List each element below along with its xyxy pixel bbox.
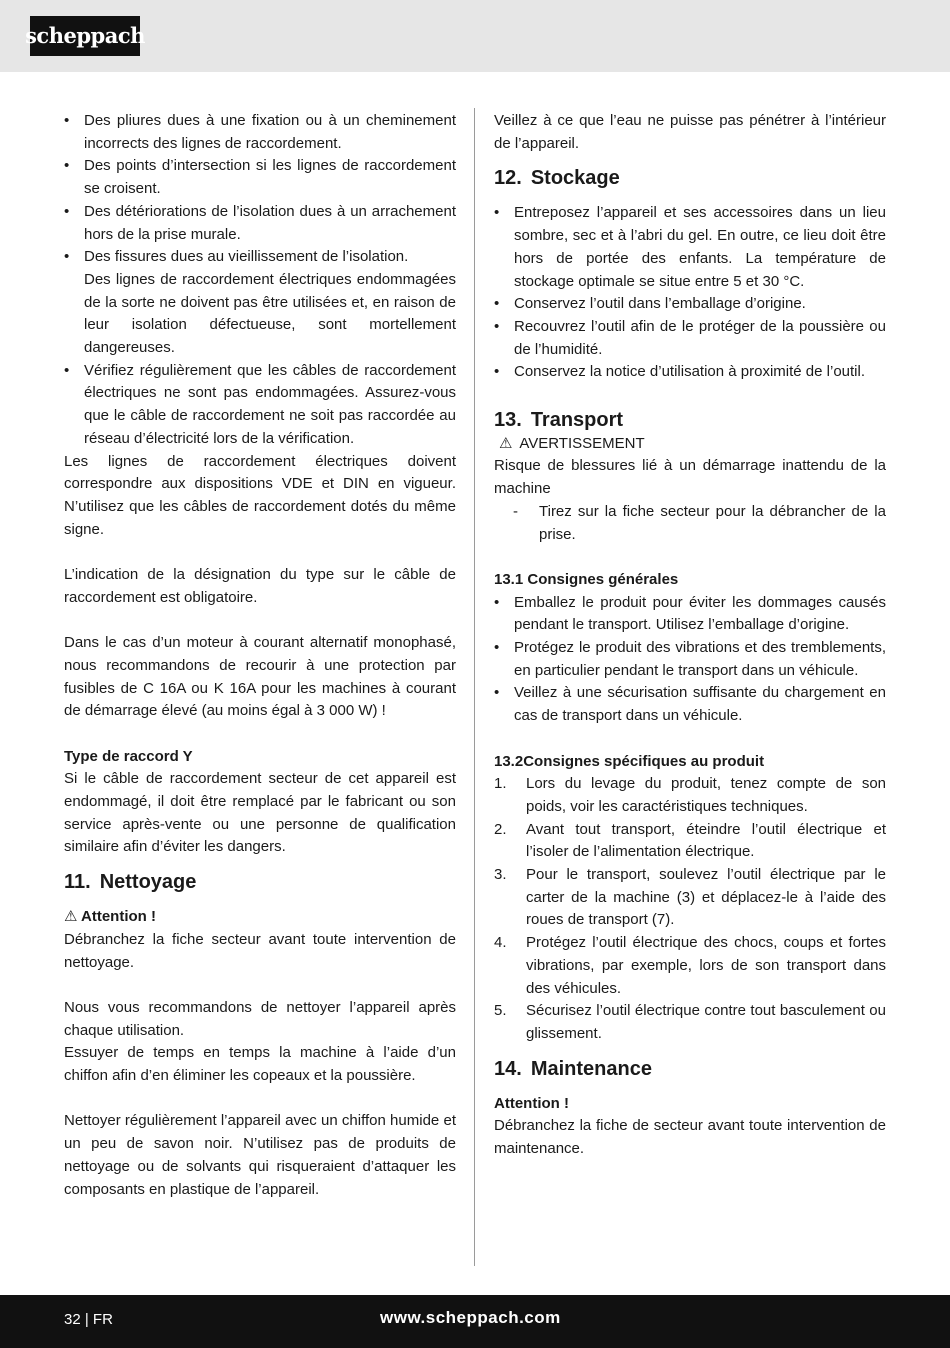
section-number: 14. [494,1057,522,1080]
paragraph-fuse: Dans le cas d’un moteur à courant alternatif monophasé, nous recommandons de recourir à une protection par fusibles de C 16A ou K 16A pour les machines à courant de démarrage élevé (au moins égal à 3 000 W) ! [64,634,456,720]
paragraph-type-designation: L’indication de la désignation du type sur le câble de raccordement est obligatoire. [64,566,456,606]
list-item: • Des détériorations de l’isolation dues à un arrachement hors de la prise murale. [64,201,456,246]
attention-heading: Attention ! [494,1094,569,1112]
paragraph-cable-rules: Les lignes de raccordement électriques doivent correspondre aux dispositions VDE et DIN en vigueur. N’utilisez que les câbles de raccordement dotés du même signe. [64,452,456,538]
paragraph-maintenance-unplug: Débranchez la fiche de secteur avant toute intervention de maintenance. [494,1117,886,1158]
left-column [64,110,456,1201]
list-item: • Des pliures dues à une fixation ou à un cheminement incorrects des lignes de raccordement. [64,110,456,155]
subsection-13-1-heading: 13.1 Consignes générales [494,570,679,588]
section-number: 11. [64,871,91,894]
scheppach-logo: scheppach [30,16,140,56]
page-number: 32 | FR [64,1311,113,1328]
column-divider [474,108,475,1266]
numbered-item: 1. Lors du levage du produit, tenez compte de son poids, voir les caractéristiques techniques. [494,775,886,815]
storage-list [494,202,886,384]
damage-warning-text: Des lignes de raccordement électriques endommagées de la sorte ne doivent pas être utilisées et, en raison de leur isolation défectueuse, sont mortellement dangereuses. [84,270,456,357]
paragraph-replacement: Si le câble de raccordement secteur de cet appareil est endommagé, il doit être remplacé par le fabricant ou son service après-vente ou une personne de qualification similaire afin d’éviter les dangers. [64,770,456,856]
list-item: • Protégez le produit des vibrations et des tremblements, en particulier pendant le transport dans un véhicule. [494,637,886,682]
warning-text: Risque de blessures lié à un démarrage inattendu de la machine [494,457,886,498]
paragraph-clean-regularly: Nettoyer régulièrement l’appareil avec un chiffon humide et un peu de savon noir. N’utilisez pas de produits de nettoyage ou de solvants qui risqueraient d’attaquer les composants en plastique de l’appareil. [64,1112,456,1198]
subsection-13-2-heading: 13.2Consignes spécifiques au produit [494,752,765,770]
numbered-item: 5. Sécurisez l’outil électrique contre tout basculement ou glissement. [494,1002,886,1042]
attention-heading: ⚠ Attention ! [64,906,456,929]
warning-icon: ⚠ [499,434,513,452]
check-list [64,360,456,451]
list-item: • Conservez la notice d’utilisation à proximité de l’outil. [494,361,886,384]
section-13-heading [494,407,886,433]
section-title: Maintenance [530,1057,652,1080]
section-number: 13. [494,408,522,431]
list-item: • Des points d’intersection si les lignes de raccordement se croisent. [64,155,456,200]
numbered-item: 2. Avant tout transport, éteindre l’outil électrique et l’isoler de l’alimentation électrique. [494,820,886,861]
numbered-item: 3. Pour le transport, soulevez l’outil électrique par le carter de la machine (3) et déplacez-le à l’aide des roues de transport (7). [494,866,886,929]
numbered-item: 4. Protégez l’outil électrique des chocs, coups et fortes vibrations, par exemple, lors de son transport dans des véhicules. [494,934,886,997]
paragraph-wipe: Essuyer de temps en temps la machine à l’aide d’un chiffon afin d’en éliminer les copeaux et la poussière. [64,1044,456,1085]
type-y-heading: Type de raccord Y [64,747,193,765]
paragraph-clean-after-use: Nous vous recommandons de nettoyer l’appareil après chaque utilisation. [64,998,456,1039]
dash-item: - Tirez sur la fiche secteur pour la débrancher de la prise. [513,502,886,543]
paragraph-water: Veillez à ce que l’eau ne puisse pas pénétrer à l’intérieur de l’appareil. [494,112,886,152]
warning-icon: ⚠ [64,908,78,926]
paragraph-unplug: Débranchez la fiche secteur avant toute intervention de nettoyage. [64,930,456,971]
section-title: Nettoyage [99,871,197,894]
section-11-heading [64,859,456,906]
list-item: • Conservez l’outil dans l’emballage d’origine. [494,293,886,316]
section-title: Transport [530,408,624,431]
section-title: Stockage [530,167,620,190]
section-14-heading [494,1046,886,1093]
right-column [494,110,886,1161]
list-item: • Entreposez l’appareil et ses accessoires dans un lieu sombre, sec et à l’abri du gel. En outre, ce lieu doit être hors de portée des enfants. La température de stockage optimale se situe entre 5 et 30 °C. [494,202,886,293]
website-link[interactable]: www.scheppach.com [380,1308,561,1327]
damage-list [64,110,456,269]
transport-specific-list [494,773,886,1045]
list-item: • Veillez à une sécurisation suffisante du chargement en cas de transport dans un véhicule. [494,682,886,727]
warning-heading: ⚠ AVERTISSEMENT [494,433,886,456]
list-item: • Recouvrez l’outil afin de le protéger de la poussière ou de l’humidité. [494,316,886,361]
section-12-heading [494,155,886,202]
list-item: • Emballez le produit pour éviter les dommages causés pendant le transport. Utilisez l’emballage d’origine. [494,592,886,637]
list-item: • Des fissures dues au vieillissement de l’isolation. [64,246,456,269]
header-bar [0,0,950,72]
transport-general-list [494,592,886,728]
section-number: 12. [494,167,522,190]
footer-bar [0,1295,950,1348]
list-item: • Vérifiez régulièrement que les câbles de raccordement électriques ne sont pas endommagées. Assurez-vous que le câble de raccordement ne soit pas raccordée au réseau d’électricité lors de la vérification. [64,360,456,451]
